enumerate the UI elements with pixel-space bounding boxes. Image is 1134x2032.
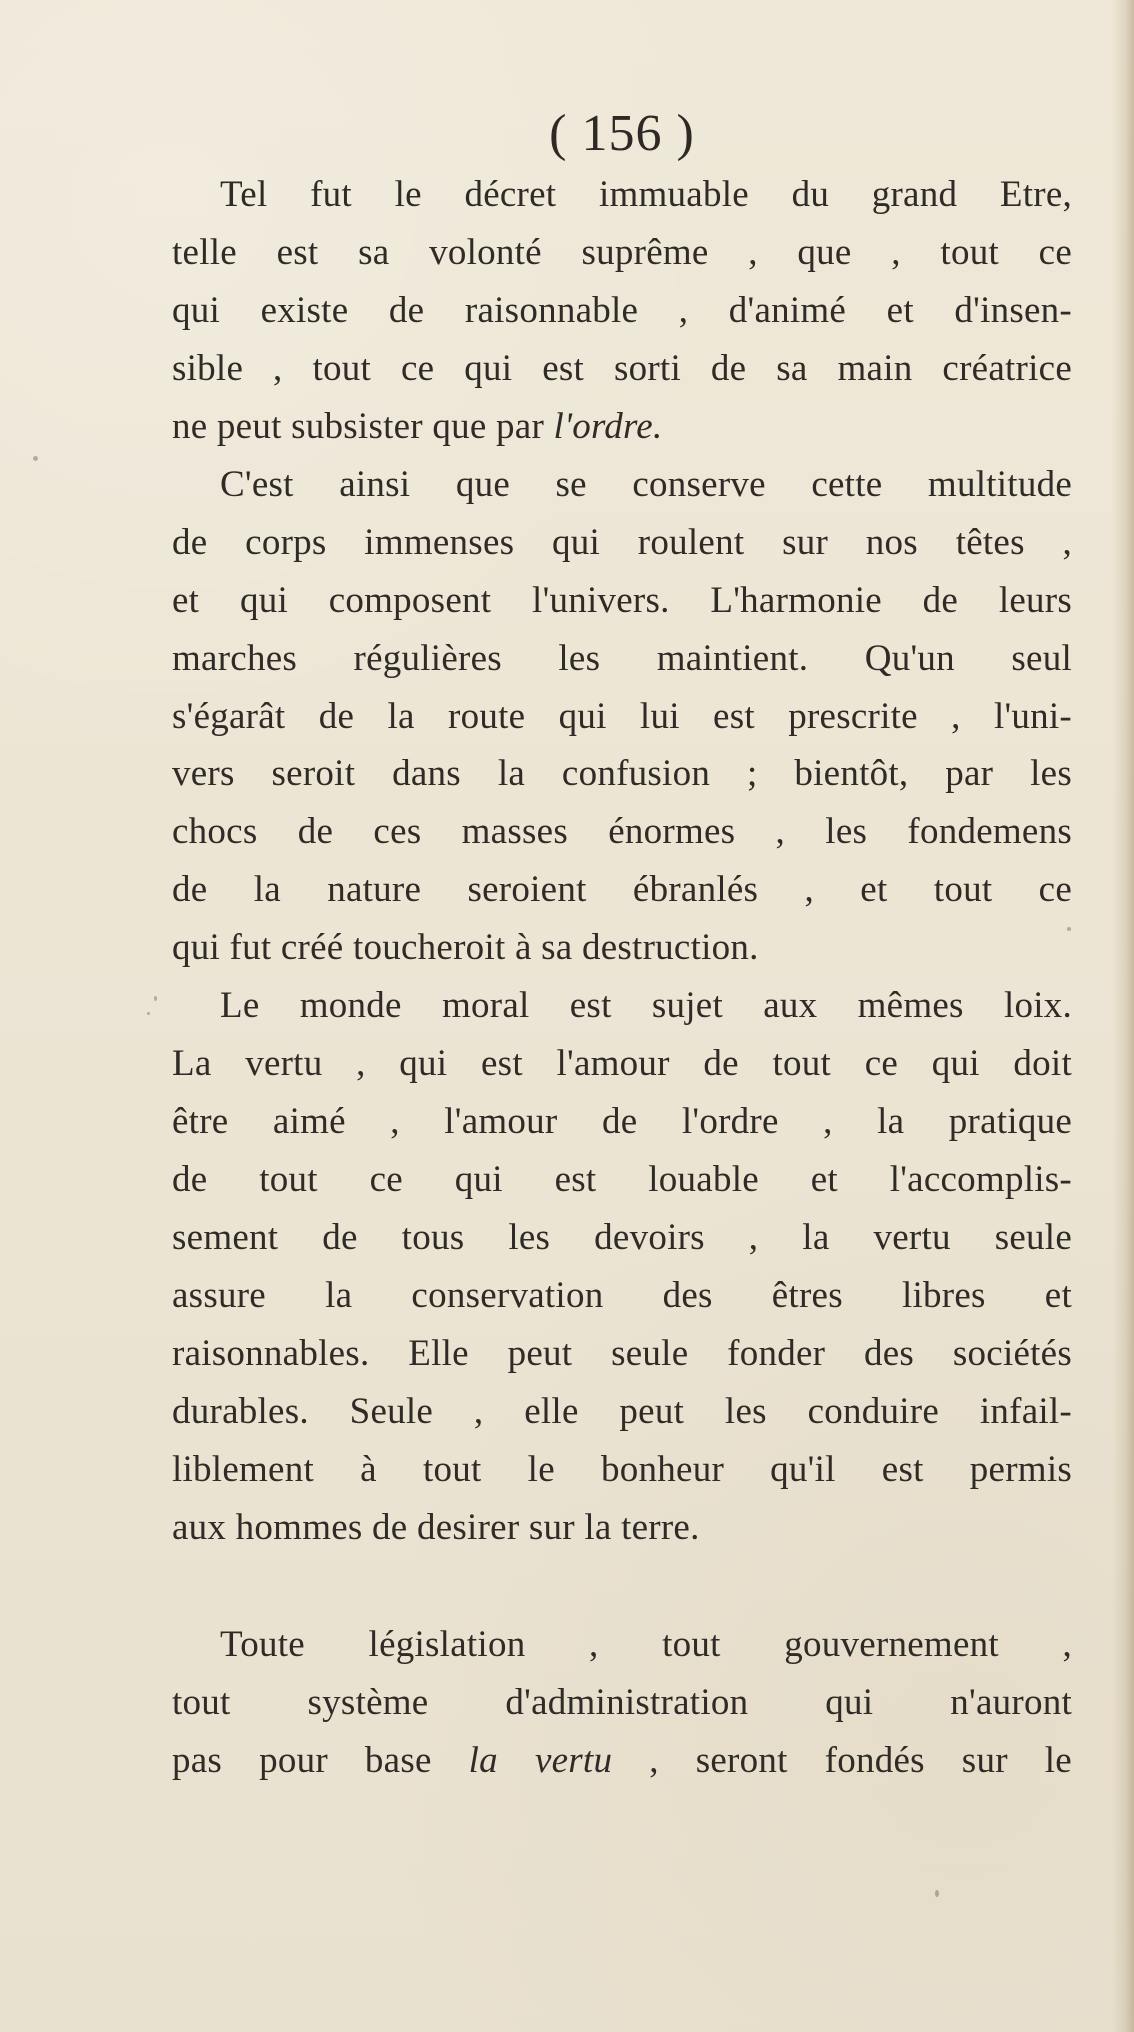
paragraph-line: raisonnables. Elle peut seule fonder des sociétés [172,1333,1072,1374]
paper-speck [33,456,38,461]
paragraph-3 [172,977,1072,1557]
page-number: ( 156 ) [549,105,695,162]
paragraph-line: chocs de ces masses énormes , les fondemens [172,811,1072,853]
italic-text: la vertu [468,1740,613,1781]
paragraph-line: de la nature seroient ébranlés , et tout ce [172,869,1072,911]
paragraph-line: telle est sa volonté suprême , que , tout ce [172,232,1072,273]
paragraph-line [172,398,1072,456]
line-text: ne peut subsister que par [172,406,554,447]
paragraph-line: Tel fut le décret immuable du grand Etre, [220,174,1072,215]
paragraph-4 [172,1616,1072,1790]
paragraph-line: Toute législation , tout gouvernement , [220,1624,1072,1665]
paragraph-line: de tout ce qui est louable et l'accomplis- [172,1159,1072,1200]
paragraph-line: être aimé , l'amour de l'ordre , la pratique [172,1101,1072,1142]
italic-text: l'ordre. [553,406,663,447]
paper-speck [147,1012,150,1015]
paragraph-line: durables. Seule , elle peut les conduire infail- [172,1391,1072,1432]
paragraph-line: Le monde moral est sujet aux mêmes loix. [220,985,1072,1026]
paragraph-line: tout système d'administration qui n'auront [172,1682,1072,1723]
paragraph-line: sible , tout ce qui est sorti de sa main créatrice [172,348,1072,389]
paragraph-line: s'égarât de la route qui lui est prescrite , l'uni- [172,695,1072,737]
paper-speck [154,996,157,1001]
page-edge [1112,0,1134,2032]
line-text: , seront fondés sur le [612,1740,1072,1781]
paragraph-line [172,1732,1072,1790]
paper-speck [935,1890,939,1897]
paragraph-line: marches régulières les maintient. Qu'un seul [172,637,1072,679]
paragraph-line: aux hommes de desirer sur la terre. [172,1507,700,1548]
paragraph-line: et qui composent l'univers. L'harmonie de leurs [172,579,1072,621]
paragraph-line: C'est ainsi que se conserve cette multitude [220,464,1072,505]
paragraph-line: de corps immenses qui roulent sur nos têtes , [172,521,1072,563]
paragraph-1 [172,166,1072,456]
paragraph-line: assure la conservation des êtres libres et [172,1275,1072,1316]
paragraph-line: liblement à tout le bonheur qu'il est permis [172,1449,1072,1490]
paragraph-line: sement de tous les devoirs , la vertu seule [172,1217,1072,1258]
paragraph-line: La vertu , qui est l'amour de tout ce qui doit [172,1043,1072,1084]
paragraph-line: qui fut créé toucheroit à sa destruction. [172,927,759,969]
paragraph-line: qui existe de raisonnable , d'animé et d'insen- [172,290,1072,331]
paragraph-2 [172,456,1072,977]
line-text: pas pour base [172,1740,469,1781]
paragraph-line: vers seroit dans la confusion ; bientôt, par les [172,753,1072,795]
